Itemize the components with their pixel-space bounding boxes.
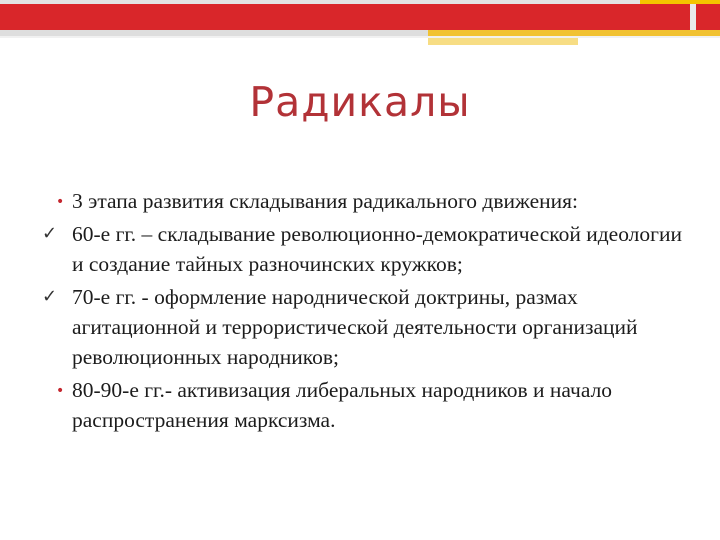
list-item: [42, 186, 682, 216]
checkmark-icon: ✓: [42, 286, 58, 307]
header-light-stripe: [0, 36, 720, 38]
header-red-band: [0, 4, 690, 30]
list-item-text: 60-е гг. – складывание революционно-демократической идеологии и создание тайных разночинских кружков;: [72, 222, 682, 276]
slide-title: Радикалы: [249, 78, 471, 126]
list-item: [42, 282, 682, 372]
list-item: [42, 219, 682, 279]
bullet-icon: •: [56, 194, 65, 210]
list-item-text: 70-е гг. - оформление народнической доктрины, размах агитационной и террористической деятельности организаций революционных народников;: [72, 285, 638, 369]
list-item-text: 80-90-е гг.- активизация либеральных народников и начало распространения марксизма.: [72, 378, 613, 432]
list-item-text: 3 этапа развития складывания радикального движения:: [72, 189, 579, 213]
bullet-list: [42, 186, 682, 438]
header-red-band-right: [696, 4, 720, 30]
checkmark-icon: ✓: [42, 223, 58, 244]
list-item: [42, 375, 682, 435]
bullet-icon: •: [56, 383, 65, 399]
header-yellow-accent: [428, 38, 578, 45]
